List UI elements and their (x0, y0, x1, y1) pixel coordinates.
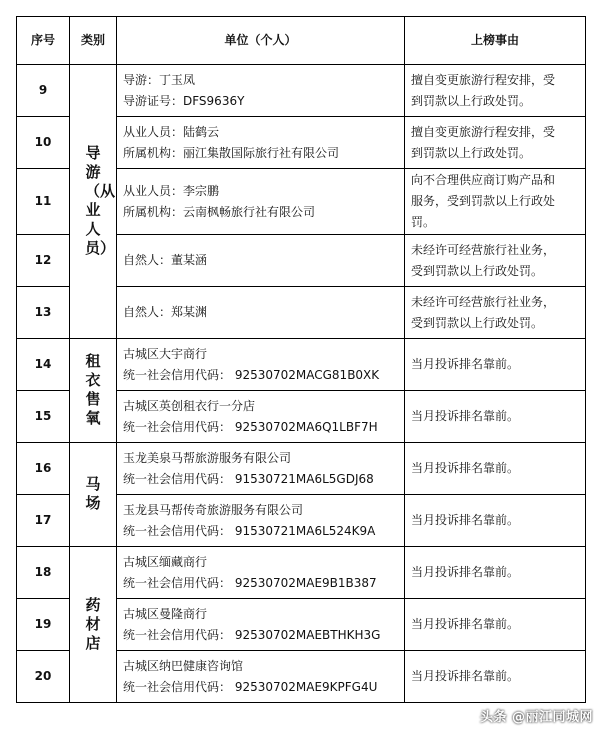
row-unit: 古城区曼隆商行 统一社会信用代码： 92530702MAEBTHKH3G (117, 599, 405, 651)
row-reason: 当月投诉排名靠前。 (405, 443, 586, 495)
row-reason: 当月投诉排名靠前。 (405, 547, 586, 599)
header-num: 序号 (17, 17, 70, 65)
header-unit: 单位（个人） (117, 17, 405, 65)
header-category: 类别 (70, 17, 117, 65)
table-row (17, 339, 586, 391)
row-reason: 擅自变更旅游行程安排，受 到罚款以上行政处罚。 (405, 65, 586, 117)
row-unit: 古城区英创租衣行一分店 统一社会信用代码： 92530702MA6Q1LBF7H (117, 391, 405, 443)
row-unit: 从业人员：陆鹤云 所属机构：丽江集散国际旅行社有限公司 (117, 117, 405, 169)
row-reason: 当月投诉排名靠前。 (405, 651, 586, 703)
row-unit: 从业人员：李宗鹏 所属机构：云南枫畅旅行社有限公司 (117, 169, 405, 235)
blacklist-table (16, 16, 586, 703)
row-reason: 向不合理供应商订购产品和 服务，受到罚款以上行政处 罚。 (405, 169, 586, 235)
row-num: 18 (17, 547, 70, 599)
row-unit: 玉龙美泉马帮旅游服务有限公司 统一社会信用代码： 91530721MA6L5GDJ68 (117, 443, 405, 495)
header-reason: 上榜事由 (405, 17, 586, 65)
table-row (17, 547, 586, 599)
row-reason: 当月投诉排名靠前。 (405, 599, 586, 651)
row-reason: 未经许可经营旅行社业务， 受到罚款以上行政处罚。 (405, 235, 586, 287)
row-unit: 自然人：董某涵 (117, 235, 405, 287)
row-reason: 未经许可经营旅行社业务， 受到罚款以上行政处罚。 (405, 287, 586, 339)
category-rental: 租衣售氧 (70, 339, 117, 443)
row-unit: 导游：丁玉凤 导游证号：DFS9636Y (117, 65, 405, 117)
row-unit: 玉龙县马帮传奇旅游服务有限公司 统一社会信用代码： 91530721MA6L524K9A (117, 495, 405, 547)
row-num: 12 (17, 235, 70, 287)
row-reason: 擅自变更旅游行程安排，受 到罚款以上行政处罚。 (405, 117, 586, 169)
category-guide: 导游（从业人员） (70, 65, 117, 339)
table-row (17, 443, 586, 495)
row-num: 15 (17, 391, 70, 443)
row-num: 11 (17, 169, 70, 235)
row-reason: 当月投诉排名靠前。 (405, 391, 586, 443)
category-herb: 药材店 (70, 547, 117, 703)
row-unit: 自然人：郑某渊 (117, 287, 405, 339)
row-num: 17 (17, 495, 70, 547)
row-reason: 当月投诉排名靠前。 (405, 495, 586, 547)
row-num: 19 (17, 599, 70, 651)
row-num: 20 (17, 651, 70, 703)
row-num: 9 (17, 65, 70, 117)
row-num: 16 (17, 443, 70, 495)
table-row (17, 65, 586, 117)
watermark: 头条 @丽江同城网 (479, 710, 593, 725)
row-unit: 古城区纳巴健康咨询馆 统一社会信用代码： 92530702MAE9KPFG4U (117, 651, 405, 703)
row-num: 10 (17, 117, 70, 169)
row-num: 14 (17, 339, 70, 391)
row-reason: 当月投诉排名靠前。 (405, 339, 586, 391)
table-header-row (17, 17, 586, 65)
category-horse: 马场 (70, 443, 117, 547)
row-unit: 古城区缅藏商行 统一社会信用代码： 92530702MAE9B1B387 (117, 547, 405, 599)
row-unit: 古城区大宇商行 统一社会信用代码： 92530702MACG81B0XK (117, 339, 405, 391)
row-num: 13 (17, 287, 70, 339)
